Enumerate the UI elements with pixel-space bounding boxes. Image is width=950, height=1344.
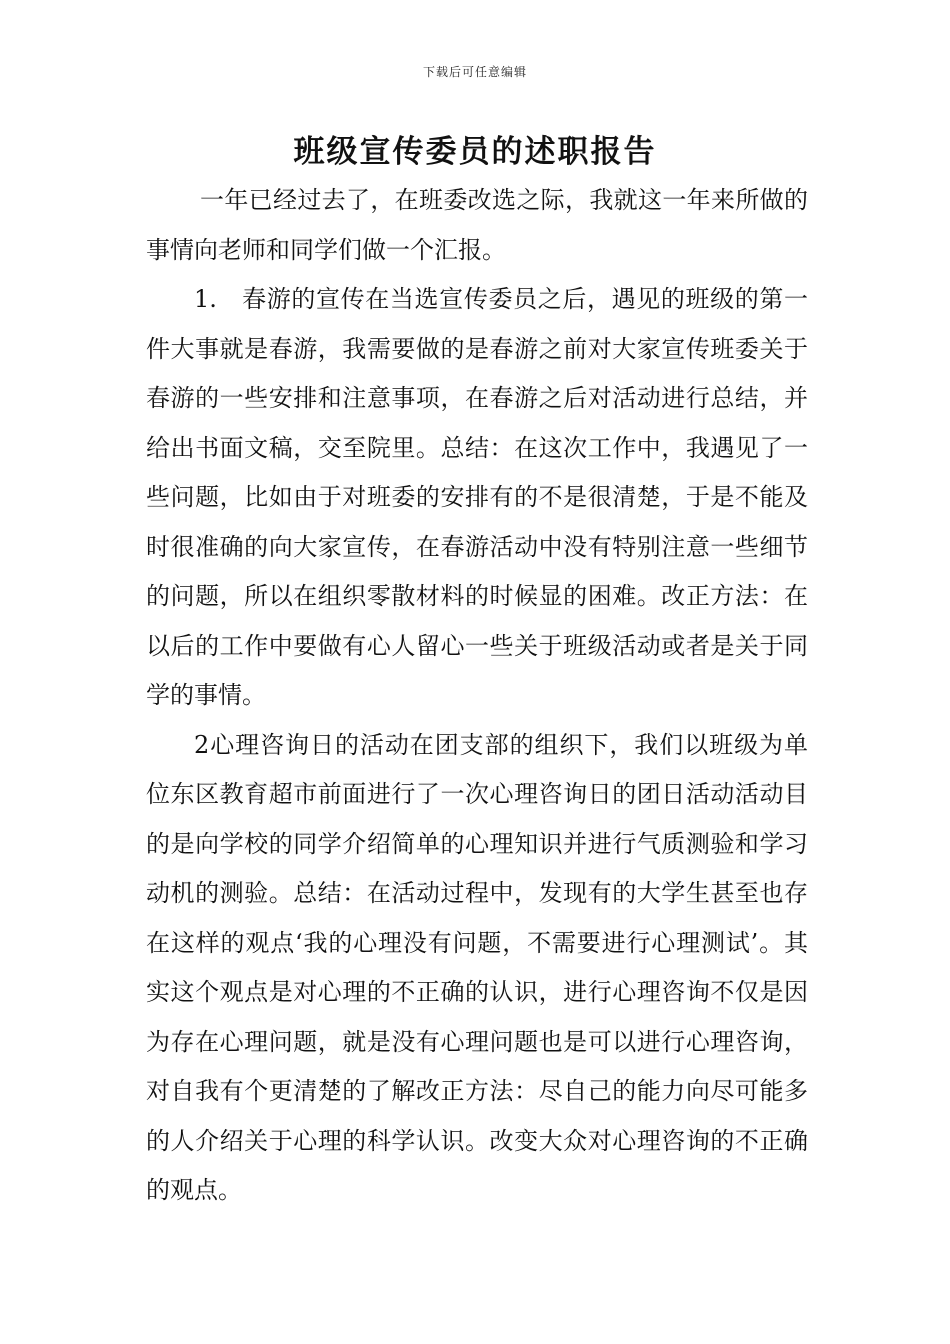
paragraph-counseling-day: 2心理咨询日的活动在团支部的组织下，我们以班级为单位东区教育超市前面进行了一次心理咨询日的团日活动活动目的是向学校的同学介绍简单的心理知识并进行气质测验和学习动机的测验。总结：在活动过程中，发现有的大学生甚至也存在这样的观点‘我的心理没有问题，不需要进行心理测试’。其实这个观点是对心理的不正确的认识，进行心理咨询不仅是因为存在心理问题，就是没有心理问题也是可以进行心理咨询，对自我有个更清楚的了解改正方法：尽自己的能力向尽可能多的人介绍关于心理的科学认识。改变大众对心理咨询的不正确的观点。 <box>146 730 808 1204</box>
document-body <box>146 176 808 1216</box>
header-note: 下载后可任意编辑 <box>422 65 527 79</box>
paragraph-spring-outing: 1. 春游的宣传在当选宣传委员之后，遇见的班级的第一件大事就是春游，我需要做的是春游之前对大家宣传班委关于春游的一些安排和注意事项，在春游之后对活动进行总结，并给出书面文稿，交至院里。总结：在这次工作中，我遇见了一些问题，比如由于对班委的安排有的不是很清楚，于是不能及时很准确的向大家宣传，在春游活动中没有特别注意一些细节的问题，所以在组织零散材料的时候显的困难。改正方法：在以后的工作中要做有心人留心一些关于班级活动或者是关于同学的事情。 <box>146 285 808 709</box>
page-title: 班级宣传委员的述职报告 <box>293 134 657 170</box>
paragraph-intro: 一年已经过去了，在班委改选之际，我就这一年来所做的事情向老师和同学们做一个汇报。 <box>146 186 808 264</box>
